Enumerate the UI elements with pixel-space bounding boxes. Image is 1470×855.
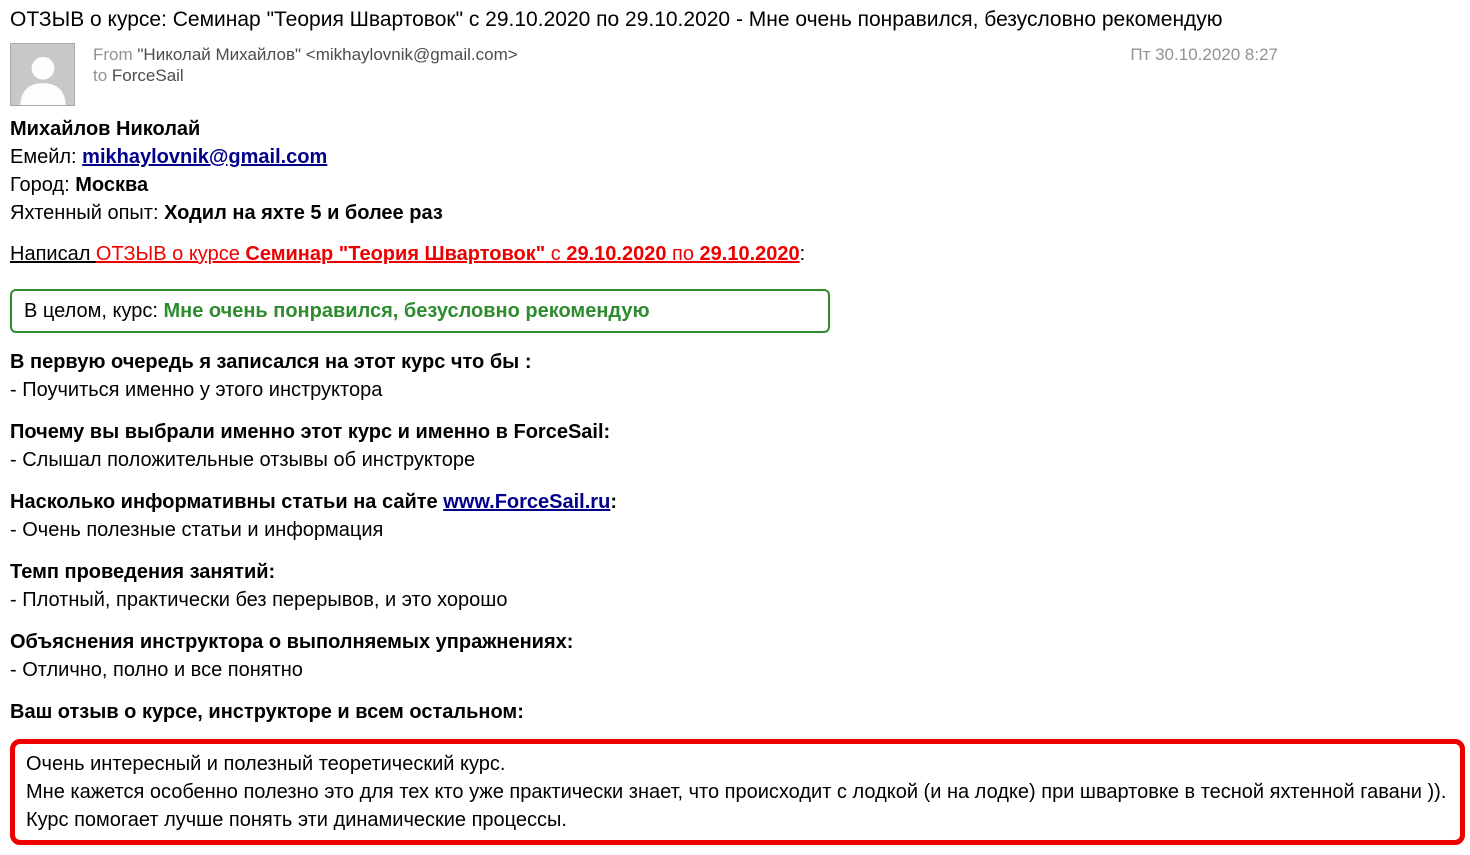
to-label: to bbox=[93, 66, 112, 85]
qa-block-2 bbox=[10, 418, 1460, 475]
avatar bbox=[10, 43, 75, 106]
answer-4: - Плотный, практически без перерывов, и это хорошо bbox=[10, 589, 508, 611]
sender-email-line bbox=[10, 143, 1460, 171]
email-label: Емейл: bbox=[10, 146, 83, 168]
overall-value: Мне очень понравился, безусловно рекомендую bbox=[163, 300, 650, 322]
answer-1: - Поучиться именно у этого инструктора bbox=[10, 379, 383, 401]
to-value: ForceSail bbox=[111, 66, 184, 85]
qa-block-5 bbox=[10, 628, 1460, 685]
from-line bbox=[93, 44, 518, 65]
from-label: From bbox=[93, 45, 138, 64]
qa-block-3 bbox=[10, 488, 1460, 545]
email-date: Пт 30.10.2020 8:27 bbox=[1130, 45, 1278, 64]
date-to: 29.10.2020 bbox=[699, 243, 800, 265]
date-to-word: по bbox=[666, 243, 700, 265]
review-text-line: Очень интересный и полезный теоретический курс. bbox=[26, 753, 506, 775]
review-text-box bbox=[10, 739, 1465, 845]
qa-block-6 bbox=[10, 698, 1460, 726]
email-header bbox=[10, 43, 1460, 106]
overall-rating-box bbox=[10, 289, 830, 333]
question-3-prefix: Насколько информативны статьи на сайте bbox=[10, 491, 444, 513]
answer-5: - Отлично, полно и все понятно bbox=[10, 659, 303, 681]
qa-block-1 bbox=[10, 348, 1460, 405]
answer-3: - Очень полезные статьи и информация bbox=[10, 519, 384, 541]
question-5: Объяснения инструктора о выполняемых упражнениях: bbox=[10, 631, 574, 653]
review-prefix: Написал bbox=[10, 243, 96, 265]
review-type-link[interactable]: ОТЗЫВ о курсе bbox=[95, 243, 246, 265]
review-line-colon: : bbox=[799, 243, 806, 265]
to-line bbox=[93, 65, 518, 86]
forcesail-site-link[interactable]: www.ForceSail.ru bbox=[443, 491, 611, 513]
review-title-line bbox=[10, 240, 1460, 268]
question-4: Темп проведения занятий: bbox=[10, 561, 276, 583]
question-6: Ваш отзыв о курсе, инструкторе и всем остальном: bbox=[10, 701, 524, 723]
from-value: "Николай Михайлов" <mikhaylovnik@gmail.com> bbox=[137, 45, 518, 64]
question-3 bbox=[10, 488, 1460, 516]
email-subject: ОТЗЫВ о курсе: Семинар "Теория Швартовок" с 29.10.2020 по 29.10.2020 - Мне очень понравился, безусловно рекомендую bbox=[10, 8, 1223, 31]
date-from-word: с bbox=[545, 243, 567, 265]
experience-value: Ходил на яхте 5 и более раз bbox=[164, 202, 443, 224]
sender-city-line bbox=[10, 171, 1460, 199]
person-icon bbox=[15, 49, 71, 105]
review-text-line: Мне кажется особенно полезно это для тех кто уже практически знает, что происходит с лодкой (и на лодке) при швартовке в тесной яхтенной гавани )). bbox=[26, 781, 1447, 803]
course-title-link[interactable]: Семинар "Теория Швартовок" bbox=[245, 243, 546, 265]
sender-email-link[interactable]: mikhaylovnik@gmail.com bbox=[82, 146, 328, 168]
sender-info bbox=[10, 115, 1460, 227]
city-value: Москва bbox=[75, 174, 149, 196]
question-3-suffix: : bbox=[610, 491, 617, 513]
date-from: 29.10.2020 bbox=[566, 243, 667, 265]
question-1: В первую очередь я записался на этот курс что бы : bbox=[10, 351, 532, 373]
question-2: Почему вы выбрали именно этот курс и именно в ForceSail: bbox=[10, 421, 611, 443]
answer-2: - Слышал положительные отзывы об инструкторе bbox=[10, 449, 476, 471]
overall-label: В целом, курс: bbox=[24, 300, 164, 322]
review-text-line: Курс помогает лучше понять эти динамические процессы. bbox=[26, 809, 567, 831]
experience-label: Яхтенный опыт: bbox=[10, 202, 165, 224]
qa-block-4 bbox=[10, 558, 1460, 615]
sender-name: Михайлов Николай bbox=[10, 118, 201, 140]
sender-experience-line bbox=[10, 199, 1460, 227]
from-to-block bbox=[93, 43, 518, 86]
city-label: Город: bbox=[10, 174, 76, 196]
